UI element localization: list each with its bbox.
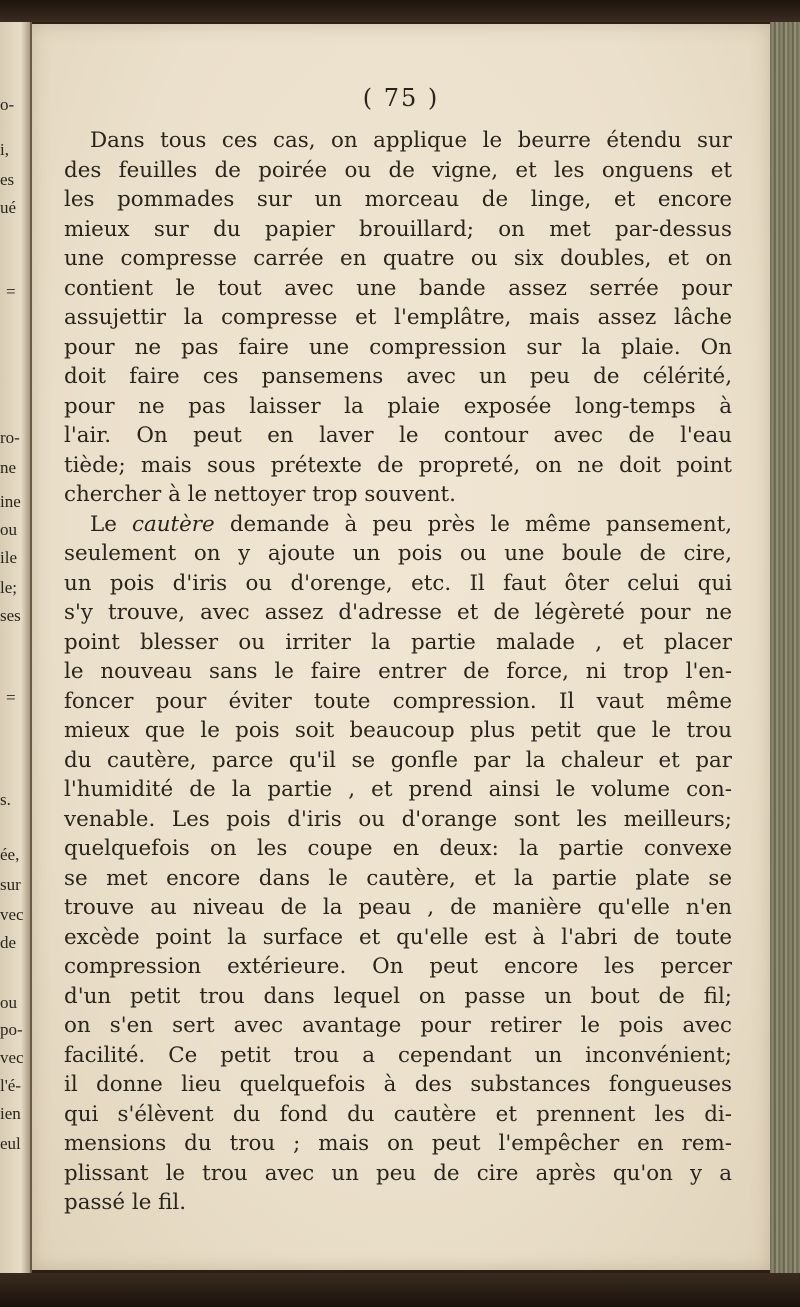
facing-page-fragment: ué	[0, 198, 17, 217]
facing-page-fragment: ro-	[0, 428, 20, 447]
text-line: Dans tous ces cas, on applique le beurre étendu sur	[90, 128, 732, 153]
text-line: plissant le trou avec un peu de cire après qu'on y a	[64, 1160, 732, 1186]
facing-page-fragment: de	[0, 933, 17, 952]
text-line: on s'en sert avec avantage pour retirer le pois avec	[64, 1013, 732, 1038]
facing-page-fragment: ine	[0, 492, 21, 511]
facing-page-fragment: =	[6, 282, 16, 301]
text-line: une compresse carrée en quatre ou six doubles, et on	[64, 246, 732, 271]
facing-page-fragment: ien	[0, 1104, 21, 1123]
text-line: il donne lieu quelquefois à des substances fongueuses	[64, 1072, 732, 1097]
facing-page-fragment: l'é-	[0, 1076, 21, 1095]
paragraph-lead-word: Le	[90, 511, 117, 537]
facing-page-fragment: ou	[0, 520, 17, 539]
text-line: l'humidité de la partie , et prend ainsi le volume con-	[64, 777, 732, 802]
facing-page-fragment: sur	[0, 875, 21, 894]
facing-page-fragment: vec	[0, 905, 24, 924]
text-line: qui s'élèvent du fond du cautère et prennent les di-	[64, 1101, 732, 1127]
facing-page-fragment: =	[6, 688, 16, 707]
text-line: pour ne pas faire une compression sur la plaie. On	[64, 334, 732, 360]
italic-term: cautère	[132, 511, 215, 537]
text-line: contient le tout avec une bande assez serrée pour	[64, 275, 732, 301]
text-line: du cautère, parce qu'il se gonfle par la chaleur et par	[64, 747, 732, 773]
facing-page-fragment: ses	[0, 606, 21, 625]
facing-page-fragment: le;	[0, 578, 17, 597]
facing-page-fragment: s.	[0, 790, 11, 809]
text-line: chercher à le nettoyer trop souvent.	[64, 482, 456, 507]
text-line: d'un petit trou dans lequel on passe un bout de fil;	[64, 983, 732, 1009]
text-line: mensions du trou ; mais on peut l'empêcher en rem-	[64, 1131, 732, 1156]
facing-page-fragment: i,	[0, 140, 9, 159]
text-line: doit faire ces pansemens avec un peu de célérité,	[64, 364, 732, 389]
text-line: trouve au niveau de la peau , de manière qu'elle n'en	[64, 895, 732, 920]
text-line: mieux que le pois soit beaucoup plus petit que le trou	[64, 718, 732, 743]
book-top-edge	[0, 0, 800, 22]
facing-page-fragment: ée,	[0, 845, 20, 864]
text-line: excède point la surface et qu'elle est à l'abri de toute	[64, 924, 732, 950]
page-number: ( 75 )	[362, 84, 440, 112]
text-line: un pois d'iris ou d'orenge, etc. Il faut ôter celui qui	[64, 570, 732, 596]
book-page	[32, 24, 770, 1270]
text-line: assujettir la compresse et l'emplâtre, mais assez lâche	[64, 305, 732, 330]
facing-page-fragment: eul	[0, 1134, 21, 1153]
page-stack-edge	[770, 22, 800, 1274]
text-line: venable. Les pois d'iris ou d'orange sont les meilleurs;	[64, 806, 732, 832]
text-line: mieux sur du papier brouillard; on met par-dessus	[64, 216, 732, 242]
text-line: passé le fil.	[64, 1190, 187, 1215]
text-line: foncer pour éviter toute compression. Il vaut même	[64, 688, 732, 714]
facing-page-edge	[0, 22, 32, 1274]
book-bottom-edge	[0, 1273, 800, 1307]
page-body-text	[64, 126, 732, 1218]
facing-page-fragment: o-	[0, 95, 15, 114]
text-line: le nouveau sans le faire entrer de force, ni trop l'en-	[64, 659, 732, 684]
text-line: pour ne pas laisser la plaie exposée long-temps à	[64, 393, 732, 419]
text-line: se met encore dans le cautère, et la partie plate se	[64, 865, 732, 891]
facing-page-fragment: ou	[0, 993, 17, 1012]
facing-page-fragment: po-	[0, 1020, 23, 1039]
facing-page-fragment: es	[0, 170, 15, 189]
text-line: point blesser ou irriter la partie malade , et placer	[64, 629, 732, 655]
text-line: quelquefois on les coupe en deux: la partie convexe	[64, 836, 732, 861]
facing-page-fragment: ne	[0, 458, 17, 477]
text-line: tiède; mais sous prétexte de propreté, on ne doit point	[64, 452, 732, 478]
paragraph-lead-rest: demande à peu près le même pansement,	[229, 511, 733, 537]
text-line: seulement on y ajoute un pois ou une boule de cire,	[64, 541, 732, 566]
text-line: s'y trouve, avec assez d'adresse et de légèreté pour ne	[64, 600, 732, 625]
text-line: l'air. On peut en laver le contour avec de l'eau	[64, 423, 732, 448]
facing-page-fragment: ile	[0, 548, 17, 567]
facing-page-fragment: vec	[0, 1048, 24, 1067]
text-line: les pommades sur un morceau de linge, et encore	[64, 187, 732, 212]
text-line: des feuilles de poirée ou de vigne, et les onguens et	[64, 157, 732, 183]
text-line: facilité. Ce petit trou a cependant un inconvénient;	[64, 1042, 732, 1068]
text-line	[64, 510, 732, 540]
text-line: compression extérieure. On peut encore les percer	[64, 954, 732, 979]
